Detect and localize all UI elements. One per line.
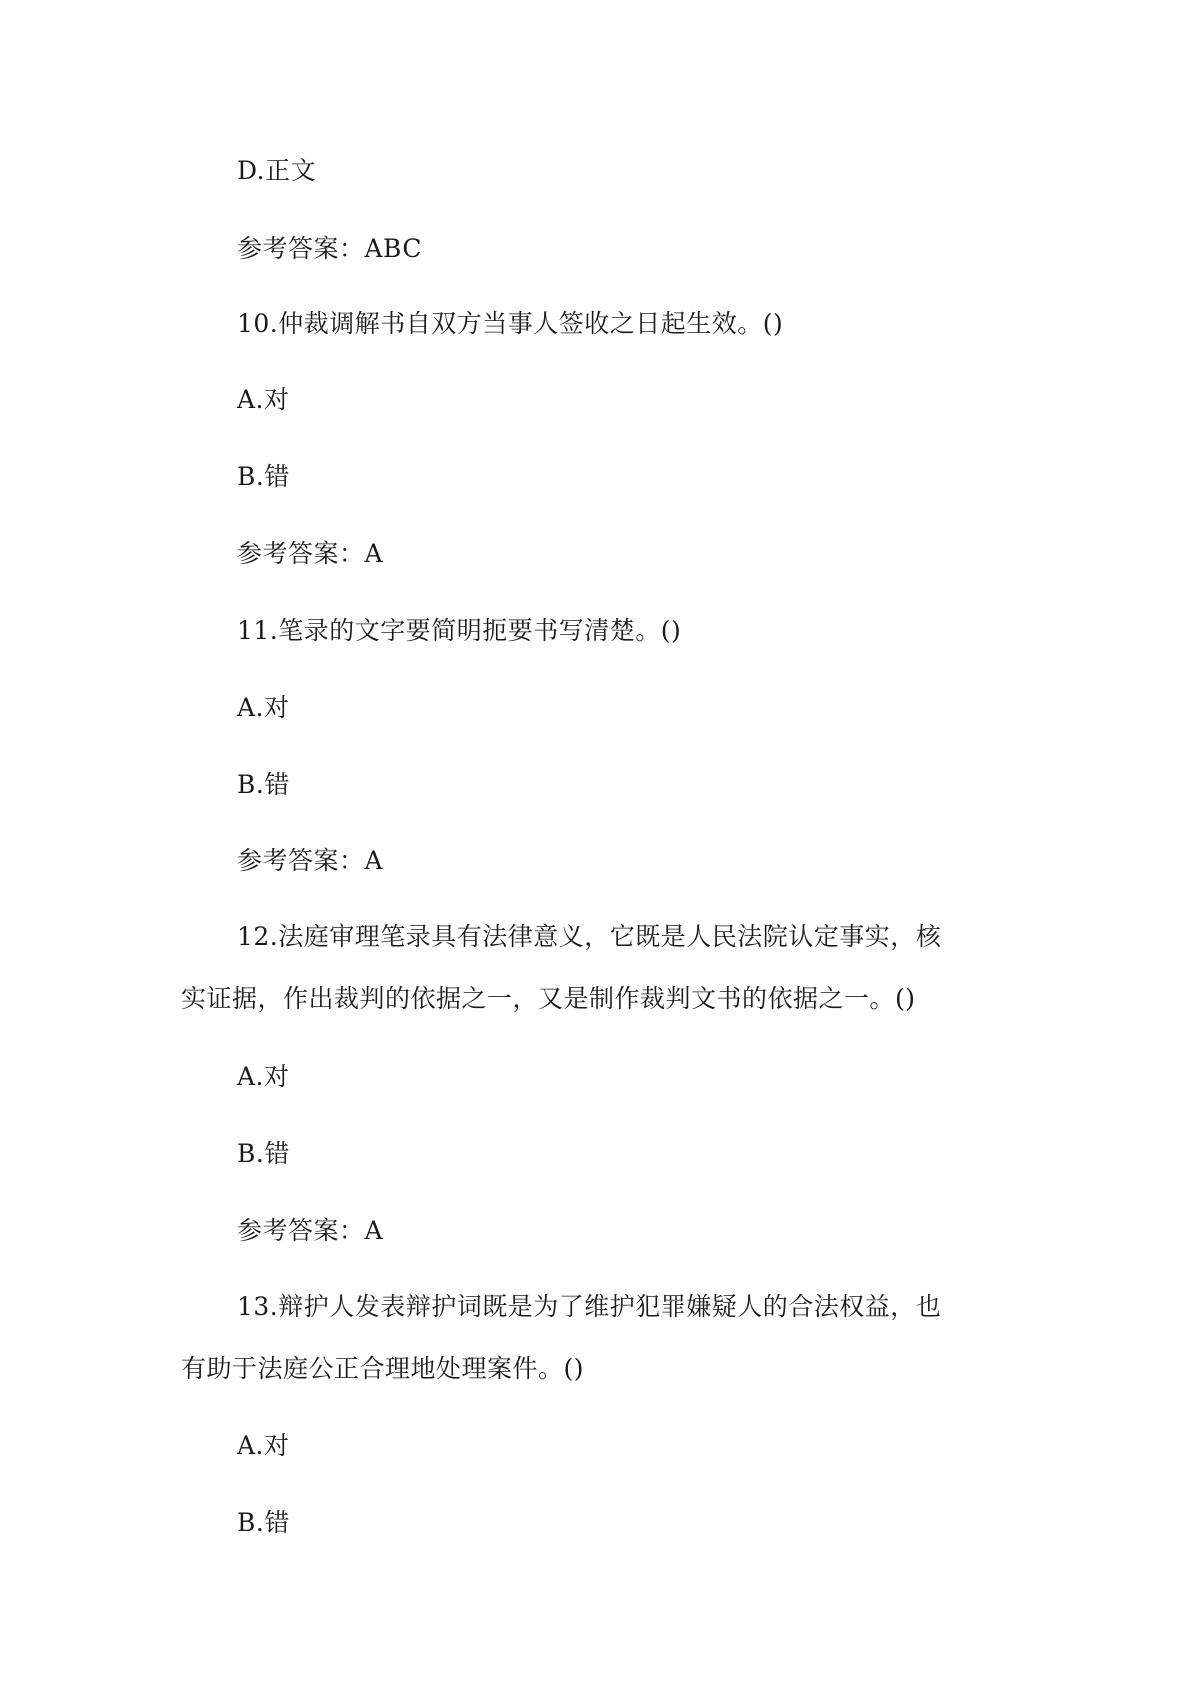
option-d-q9: D.正文 — [237, 156, 317, 185]
answer-q10: 参考答案：A — [237, 539, 384, 568]
question-13-line-2: 有助于法庭公正合理地处理案件。() — [181, 1354, 585, 1383]
option-a-q11: A.对 — [237, 693, 290, 722]
option-b-q13: B.错 — [237, 1508, 290, 1537]
option-a-q13: A.对 — [237, 1431, 290, 1460]
option-b-q11: B.错 — [237, 770, 290, 799]
option-a-q10: A.对 — [237, 385, 290, 414]
question-10: 10.仲裁调解书自双方当事人签收之日起生效。() — [237, 309, 784, 338]
question-11: 11.笔录的文字要简明扼要书写清楚。() — [237, 616, 682, 645]
question-12-line-2: 实证据，作出裁判的依据之一，又是制作裁判文书的依据之一。() — [181, 984, 916, 1013]
option-b-q12: B.错 — [237, 1139, 290, 1168]
option-a-q12: A.对 — [237, 1062, 290, 1091]
option-b-q10: B.错 — [237, 462, 290, 491]
answer-q12: 参考答案：A — [237, 1216, 384, 1245]
answer-q11: 参考答案：A — [237, 846, 384, 875]
answer-q9: 参考答案：ABC — [237, 234, 423, 263]
question-13-line-1: 13.辩护人发表辩护词既是为了维护犯罪嫌疑人的合法权益，也 — [237, 1292, 942, 1321]
question-12-line-1: 12.法庭审理笔录具有法律意义，它既是人民法院认定事实，核 — [237, 922, 942, 951]
